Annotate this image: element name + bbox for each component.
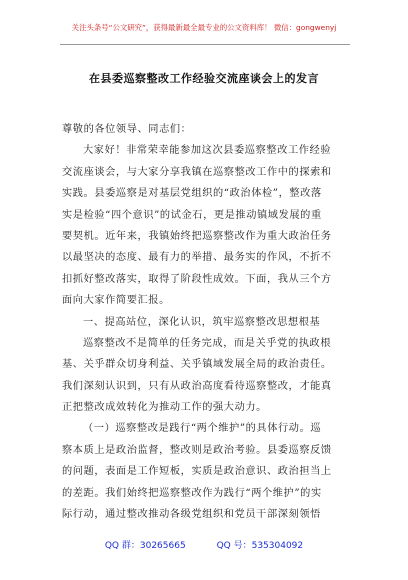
paragraph-line: 大家好！非常荣幸能参加这次县委巡察整改工作经验 bbox=[83, 145, 332, 157]
header-divider bbox=[60, 44, 350, 45]
document-body bbox=[62, 119, 348, 525]
paragraph-line: 实是检验“四个意识”的试金石，更是推动镇域发展的重 bbox=[62, 209, 322, 221]
qq-group-label: QQ 群：30265665 bbox=[104, 541, 186, 551]
paragraph-line: 巡察整改不是简单的任务完成，而是关乎党的执政根 bbox=[83, 337, 332, 349]
paragraph-line: 基、关乎群众切身利益、关乎镇域发展全局的政治责任。 bbox=[62, 359, 332, 371]
paragraph-line: 实践。县委巡察是对基层党组织的“政治体检”，整改落 bbox=[62, 188, 322, 200]
contact-footer bbox=[0, 538, 408, 551]
paragraph-line: 交流座谈会，与大家分享我镇在巡察整改工作中的探索和 bbox=[62, 166, 332, 178]
paragraph-line: 我们深刻认识到，只有从政治高度看待巡察整改，才能真 bbox=[62, 380, 332, 392]
paragraph-line: 察本质上是政治监督，整改则是政治考验。县委巡察反馈 bbox=[62, 444, 332, 456]
paragraph-line: 扣抓好整改落实，取得了阶段性成效。下面，我从三个方 bbox=[62, 273, 332, 285]
qq-number-label: QQ 号：535304092 bbox=[216, 541, 304, 551]
salutation: 尊敬的各位领导、同志们： bbox=[62, 124, 192, 135]
paragraph-line: 的问题，表面是工作短板，实质是政治意识、政治担当上 bbox=[62, 466, 332, 478]
promo-header: 关注头条号“公文研究”，获得最新最全最专业的公文资料库！ 微信：gongwenyj bbox=[71, 23, 337, 32]
paragraph-line: 际行动，通过整改推动各级党组织和党员干部深刻领悟 bbox=[62, 509, 321, 521]
paragraph-line: 面向大家作简要汇报。 bbox=[62, 295, 170, 307]
paragraph-line: 的差距。我们始终把巡察整改作为践行“两个维护”的实 bbox=[62, 487, 322, 499]
document-title: 在县委巡察整改工作经验交流座谈会上的发言 bbox=[89, 72, 319, 85]
paragraph-line: 正把整改成效转化为推动工作的强大动力。 bbox=[62, 402, 267, 414]
subsection-line: （一）巡察整改是践行“两个维护”的具体行动。巡 bbox=[83, 423, 322, 435]
paragraph-line: 要契机。近年来，我镇始终把巡察整改作为重大政治任务 bbox=[62, 230, 332, 242]
section-heading: 一、提高站位，深化认识，筑牢巡察整改思想根基 bbox=[83, 316, 321, 328]
paragraph-line: 以最坚决的态度、最有力的举措、最务实的作风，不折不 bbox=[62, 252, 332, 264]
